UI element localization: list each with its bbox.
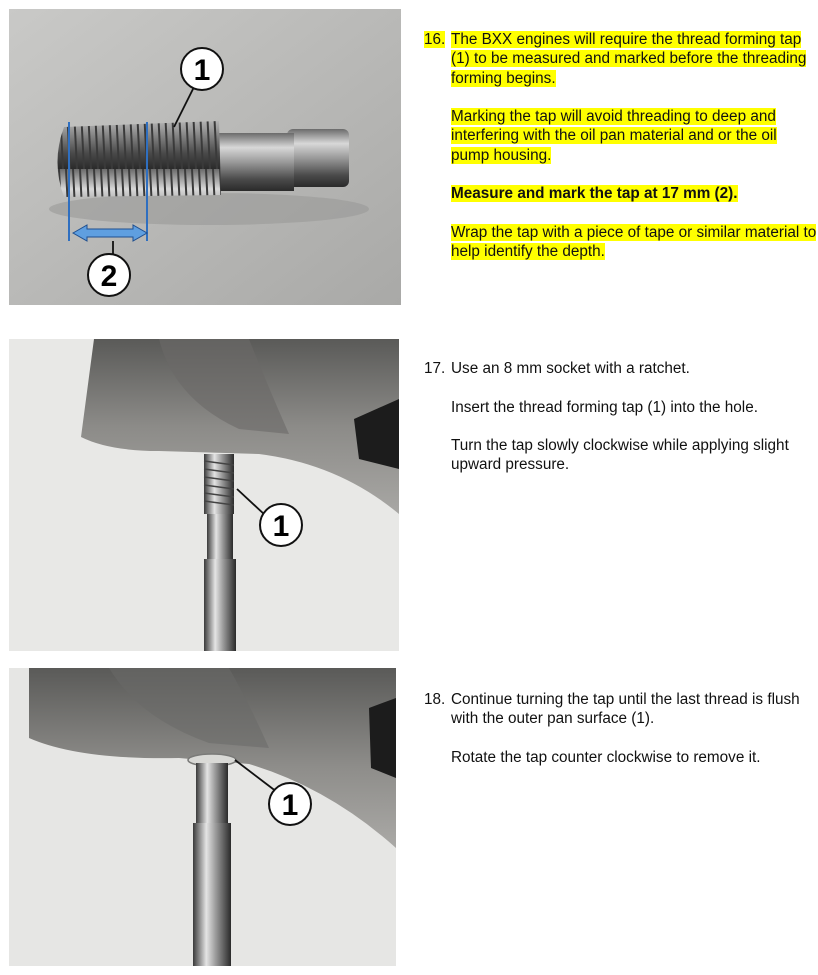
step-paragraph: Insert the thread forming tap (1) into the hole. (451, 398, 758, 416)
step-paragraph: Wrap the tap with a piece of tape or similar material to help identify the depth. (451, 223, 817, 261)
tap-flush-photo (9, 668, 396, 966)
step-paragraph: Marking the tap will avoid threading to deep and interfering with the oil pan material and or the oil pump housing. (451, 108, 777, 164)
callout-tap-1 (181, 48, 223, 90)
step-body (451, 690, 817, 786)
callout-tap-1 (260, 504, 302, 546)
tap-insert-illustration (9, 339, 399, 651)
svg-text:2: 2 (100, 260, 118, 293)
step-paragraph: Use an 8 mm socket with a ratchet. (451, 360, 690, 377)
step-body (451, 359, 817, 494)
svg-text:1: 1 (281, 789, 299, 822)
step-paragraph: Rotate the tap counter clockwise to remove it. (451, 748, 761, 766)
tap-flush-illustration (9, 668, 396, 966)
step-paragraph: The BXX engines will require the thread forming tap (1) to be measured and marked before the threading forming begins. (451, 31, 807, 87)
tap-measurement-photo (9, 9, 401, 305)
step-body (451, 30, 817, 281)
callout-length-2 (88, 254, 130, 296)
callout-tap-1 (269, 783, 311, 825)
tap-measurement-illustration (9, 9, 401, 305)
step-number: 16. (424, 31, 446, 48)
step-paragraph-emphasis: Measure and mark the tap at 17 mm (2). (451, 185, 738, 203)
step-number: 18. (424, 691, 446, 708)
svg-text:1: 1 (193, 54, 211, 87)
step-number: 17. (424, 360, 446, 377)
step-paragraph: Turn the tap slowly clockwise while applying slight upward pressure. (451, 437, 789, 474)
svg-text:1: 1 (272, 510, 290, 543)
tap-insert-photo (9, 339, 399, 651)
step-paragraph: Continue turning the tap until the last thread is flush with the outer pan surface (1). (451, 691, 800, 728)
